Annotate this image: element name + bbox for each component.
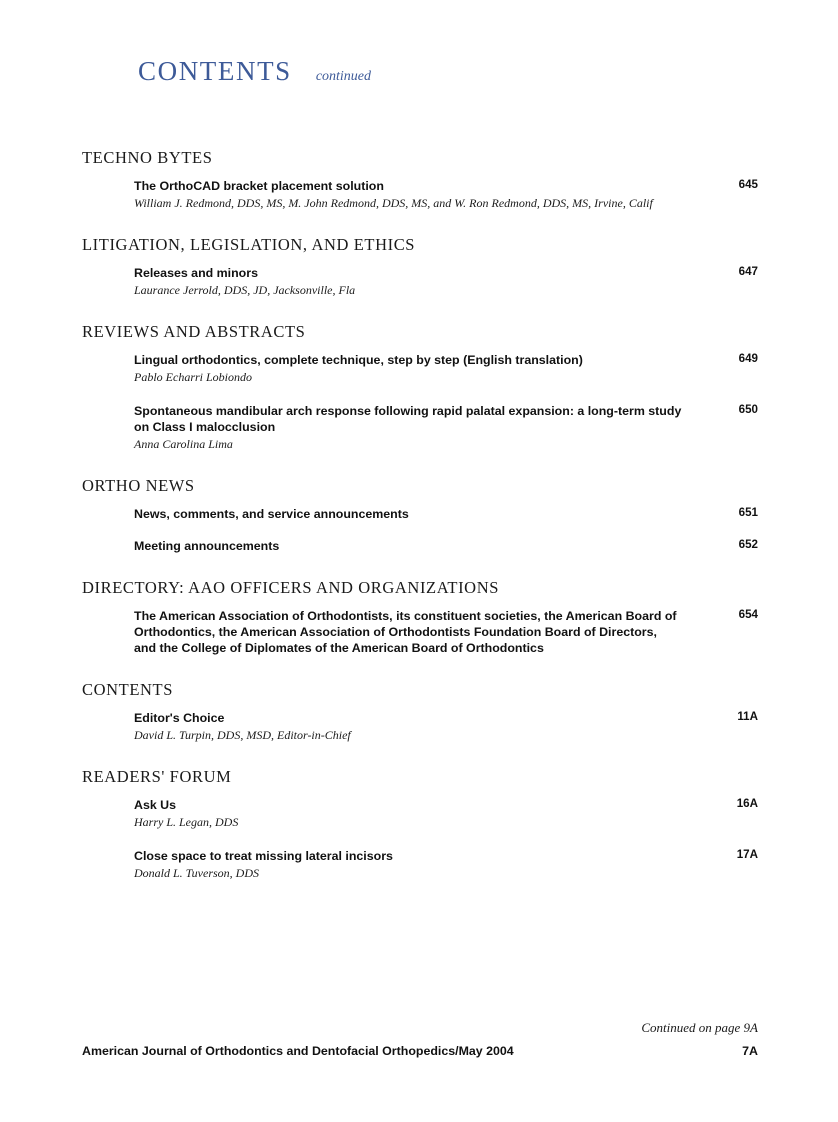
section-techno-bytes [82, 148, 758, 211]
section-heading: ORTHO NEWS [82, 476, 195, 495]
contents-list [82, 148, 758, 881]
list-item[interactable] [82, 506, 758, 522]
entry-title: The OrthoCAD bracket placement solution [134, 179, 384, 193]
entry-page-number: 17A [736, 848, 758, 861]
folio-page-number: 7A [742, 1044, 758, 1058]
entry-page-number: 647 [738, 265, 758, 278]
entry-title: Editor's Choice [134, 711, 225, 725]
entry-authors: David L. Turpin, DDS, MSD, Editor-in-Chief [134, 728, 351, 742]
entry-page-number: 652 [738, 538, 758, 551]
list-item[interactable] [82, 797, 758, 830]
section-reviews-and-abstracts [82, 322, 758, 452]
entry-page-number: 650 [738, 403, 758, 416]
masthead-continued-label: continued [315, 69, 372, 84]
section-heading: READERS' FORUM [82, 767, 232, 786]
entry-title: Releases and minors [134, 266, 258, 280]
journal-citation: American Journal of Orthodontics and Dentofacial Orthopedics/May 2004 [82, 1044, 514, 1058]
continued-note: Continued on page 9A [641, 1020, 758, 1035]
section-contents [82, 680, 758, 743]
page-footer [82, 1044, 758, 1058]
list-item[interactable] [82, 265, 758, 298]
entry-title: Lingual orthodontics, complete technique, step by step (English translation) [134, 353, 583, 367]
list-item[interactable] [82, 608, 758, 656]
section-readers-forum [82, 767, 758, 881]
entry-page-number: 651 [738, 506, 758, 519]
section-heading: DIRECTORY: AAO OFFICERS AND ORGANIZATIONS [82, 578, 499, 597]
section-heading: REVIEWS AND ABSTRACTS [82, 322, 306, 341]
entry-authors: Harry L. Legan, DDS [134, 815, 239, 829]
list-item[interactable] [82, 848, 758, 881]
list-item[interactable] [82, 352, 758, 385]
entry-page-number: 645 [738, 178, 758, 191]
entry-authors: Pablo Echarri Lobiondo [134, 370, 253, 384]
section-heading: CONTENTS [82, 680, 173, 699]
entry-title: News, comments, and service announcements [134, 507, 409, 521]
entry-page-number: 649 [738, 352, 758, 365]
entry-page-number: 16A [736, 797, 758, 810]
entry-page-number: 654 [738, 608, 758, 621]
entry-authors: William J. Redmond, DDS, MS, M. John Redmond, DDS, MS, and W. Ron Redmond, DDS, MS, Irvine, Calif [134, 196, 653, 210]
list-item[interactable] [82, 538, 758, 554]
entry-title: Ask Us [134, 798, 177, 812]
section-heading: TECHNO BYTES [82, 148, 213, 167]
page-title: CONTENTS [138, 56, 292, 86]
entry-authors: Anna Carolina Lima [134, 437, 233, 451]
masthead [138, 56, 371, 87]
entry-authors: Donald L. Tuverson, DDS [134, 866, 260, 880]
list-item[interactable] [82, 403, 758, 452]
section-heading: LITIGATION, LEGISLATION, AND ETHICS [82, 235, 416, 254]
entry-title: The American Association of Orthodontists, its constituent societies, the American Board of Orthodontics, the American Association of Orthodontists Foundation Board of Directors, and the College of Diplomates of the American Board of Orthodontics [134, 609, 677, 655]
entry-title: Spontaneous mandibular arch response following rapid palatal expansion: a long-term study on Class I malocclusion [134, 404, 682, 434]
entry-title: Close space to treat missing lateral incisors [134, 849, 393, 863]
entry-page-number: 11A [737, 710, 758, 723]
entry-title: Meeting announcements [134, 539, 280, 553]
list-item[interactable] [82, 178, 758, 211]
section-litigation-legislation-ethics [82, 235, 758, 298]
section-ortho-news [82, 476, 758, 554]
list-item[interactable] [82, 710, 758, 743]
entry-authors: Laurance Jerrold, DDS, JD, Jacksonville, Fla [134, 283, 356, 297]
section-directory-aao-officers-and-organizations [82, 578, 758, 656]
